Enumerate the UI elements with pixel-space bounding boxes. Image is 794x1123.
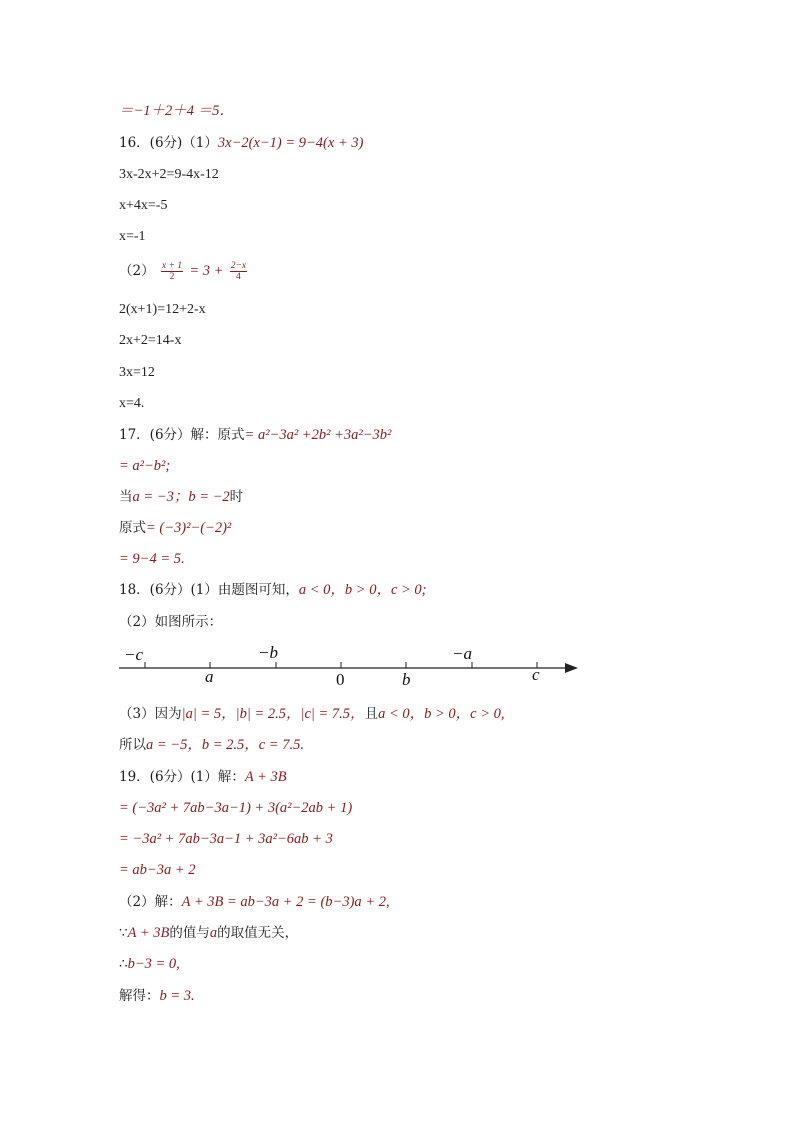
line-18-title: 18．(6分）(1）由题图可知，a < 0，b > 0，c > 0; <box>119 582 427 598</box>
line-18-part2: （2）如图所示： <box>119 614 223 630</box>
arrow-icon <box>565 663 578 673</box>
line-19-step3: = ab−3a + 2 <box>119 862 196 878</box>
line-19-step2: = −3a² + 7ab−3a−1 + 3a²−6ab + 3 <box>119 831 333 847</box>
line-16-step1: 3x-2x+2=9-4x-12 <box>119 167 219 182</box>
label-c: c <box>532 665 540 684</box>
line-16-step4: 2(x+1)=12+2-x <box>119 302 206 317</box>
line-16-title: 16．(6分)（1）3x−2(x−1) = 9−4(x + 3) <box>119 135 364 151</box>
fraction-2: $\frac{2-x}{4}$ <box>230 261 247 282</box>
line-17-step3: 原式= (−3)²−(−2)² <box>119 520 232 536</box>
line-18-conclusion: 所以a = −5，b = 2.5，c = 7.5. <box>119 737 304 753</box>
label-zero: 0 <box>336 670 345 689</box>
label-neg-b: −b <box>258 643 278 662</box>
line-18-part3: （3）因为|a| = 5，|b| = 2.5，|c| = 7.5，且a < 0，b > 0，c > 0, <box>119 706 505 722</box>
line-16-step5: 2x+2=14-x <box>119 333 182 348</box>
line-19-therefore: ∴b−3 = 0, <box>119 956 180 972</box>
line-16-step7: x=4. <box>119 396 145 411</box>
label-a: a <box>205 667 214 686</box>
line-16-step6: 3x=12 <box>119 365 155 380</box>
line-1: ＝−1＋2＋4 ＝5． <box>119 103 234 119</box>
line-17-step1: = a²−b²; <box>119 458 171 474</box>
line-16-step3: x=-1 <box>119 229 146 244</box>
label-neg-c: −c <box>124 645 144 664</box>
line-19-solution: 解得：b = 3. <box>119 988 195 1004</box>
fraction-1: $\frac{x + 1}{2}$ <box>161 261 183 282</box>
line-19-step1: = (−3a² + 7ab−3a−1) + 3(a²−2ab + 1) <box>119 800 353 816</box>
line-19-part2: （2）解：A + 3B = ab−3a + 2 = (b−3)a + 2, <box>119 894 390 910</box>
line-17-title: 17．(6分）解：原式= a²−3a² +2b² +3a²−3b² <box>119 427 392 443</box>
line-17-step4: = 9−4 = 5. <box>119 551 185 567</box>
line-19-because: ∵A + 3B的值与a的取值无关， <box>119 925 299 941</box>
line-19-title: 19．(6分）(1）解：A + 3B <box>119 769 287 785</box>
label-b: b <box>402 670 411 689</box>
label-neg-a: −a <box>452 644 472 663</box>
line-16-step2: x+4x=-5 <box>119 198 168 213</box>
line-16-part2: （2） $\frac{x + 1}{2}$ = 3 + $\frac{2-x}{4}$ <box>119 261 247 282</box>
line-17-step2: 当a = −3；b = −2时 <box>119 489 244 505</box>
